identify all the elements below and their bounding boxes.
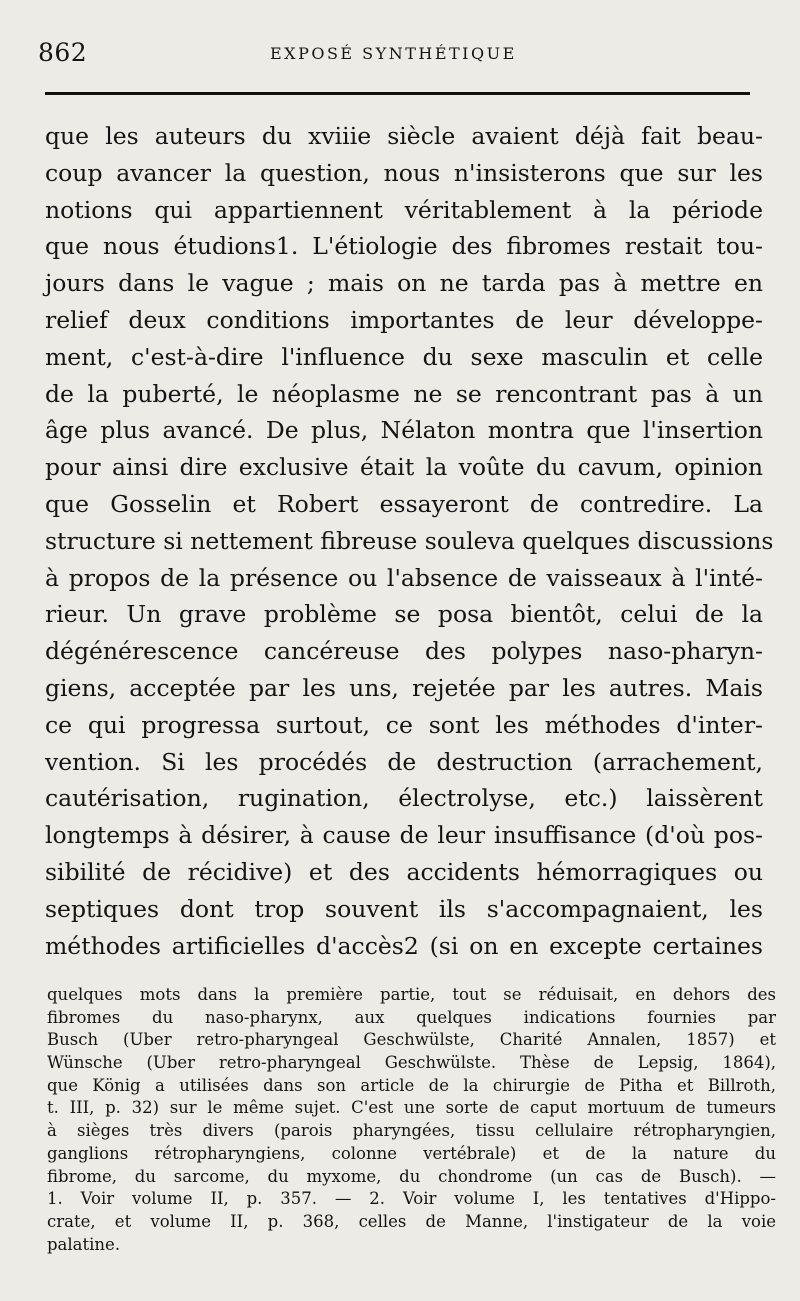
body-line: que Gosselin et Robert essayeront de contredire. La	[45, 489, 763, 518]
footnote-line: quelques mots dans la première partie, tout se réduisait, en dehors des	[47, 985, 776, 1004]
footnote-line: palatine.	[47, 1234, 121, 1254]
footnote-line: Wünsche (Uber retro-pharyngeal Geschwülste. Thèse de Lepsig, 1864),	[47, 1053, 776, 1073]
body-line: longtemps à désirer, à cause de leur insuffisance (d'où pos-	[45, 821, 763, 850]
running-head: EXPOSÉ SYNTHÉTIQUE	[270, 44, 517, 63]
body-text	[45, 118, 774, 964]
body-line: que les auteurs du xviiie siècle avaient déjà fait beau-	[45, 122, 763, 150]
body-line: structure si nettement fibreuse souleva quelques discussions	[45, 526, 774, 555]
body-line: giens, acceptée par les uns, rejetée par les autres. Mais	[45, 673, 763, 702]
footnote-line: fibrome, du sarcome, du myxome, du chondrome (un cas de Busch). —	[47, 1166, 776, 1186]
footnote-line: t. III, p. 32) sur le même sujet. C'est une sorte de caput mortuum de tumeurs	[47, 1098, 776, 1118]
body-line: dégénérescence cancéreuse des polypes naso-pharyn-	[45, 637, 763, 666]
body-line: relief deux conditions importantes de leur développe-	[45, 305, 763, 334]
body-line: ment, c'est-à-dire l'influence du sexe masculin et celle	[45, 342, 763, 371]
body-line: coup avancer la question, nous n'insisterons que sur les	[45, 158, 763, 187]
footnote-line: ganglions rétropharyngiens, colonne vertébrale) et de la nature du	[47, 1143, 776, 1163]
body-line: jours dans le vague ; mais on ne tarda pas à mettre en	[45, 269, 763, 298]
body-line: de la puberté, le néoplasme ne se rencontrant pas à un	[45, 379, 763, 408]
body-line: méthodes artificielles d'accès2 (si on en excepte certaines	[45, 931, 763, 960]
body-line: vention. Si les procédés de destruction (arrachement,	[45, 747, 763, 776]
footnotes	[47, 984, 776, 1256]
footnote-line: fibromes du naso-pharynx, aux quelques indications fournies par	[47, 1007, 776, 1027]
body-line: sibilité de récidive) et des accidents hémorragiques ou	[45, 857, 763, 886]
body-line: notions qui appartiennent véritablement à la période	[45, 195, 763, 224]
page-number: 862	[38, 38, 88, 67]
body-line: rieur. Un grave problème se posa bientôt, celui de la	[45, 600, 763, 629]
footnote-line: à sièges très divers (parois pharyngées, tissu cellulaire rétropharyngien,	[47, 1121, 776, 1141]
footnote-line: Busch (Uber retro-pharyngeal Geschwülste, Charité Annalen, 1857) et	[47, 1030, 776, 1050]
header-rule	[45, 92, 750, 95]
body-line: âge plus avancé. De plus, Nélaton montra que l'insertion	[45, 416, 763, 445]
body-line: septiques dont trop souvent ils s'accompagnaient, les	[45, 894, 763, 923]
body-line: que nous étudions1. L'étiologie des fibromes restait tou-	[45, 232, 763, 261]
body-line: cautérisation, rugination, électrolyse, etc.) laissèrent	[45, 784, 763, 813]
footnote-line: crate, et volume II, p. 368, celles de Manne, l'instigateur de la voie	[47, 1211, 776, 1231]
footnote-line: que König a utilisées dans son article de la chirurgie de Pitha et Billroth,	[47, 1075, 776, 1095]
footnote-line: 1. Voir volume II, p. 357. — 2. Voir volume I, les tentatives d'Hippo-	[47, 1189, 776, 1209]
body-line: pour ainsi dire exclusive était la voûte du cavum, opinion	[45, 453, 763, 482]
body-line: ce qui progressa surtout, ce sont les méthodes d'inter-	[45, 710, 763, 739]
body-line: à propos de la présence ou l'absence de vaisseaux à l'inté-	[45, 563, 763, 592]
